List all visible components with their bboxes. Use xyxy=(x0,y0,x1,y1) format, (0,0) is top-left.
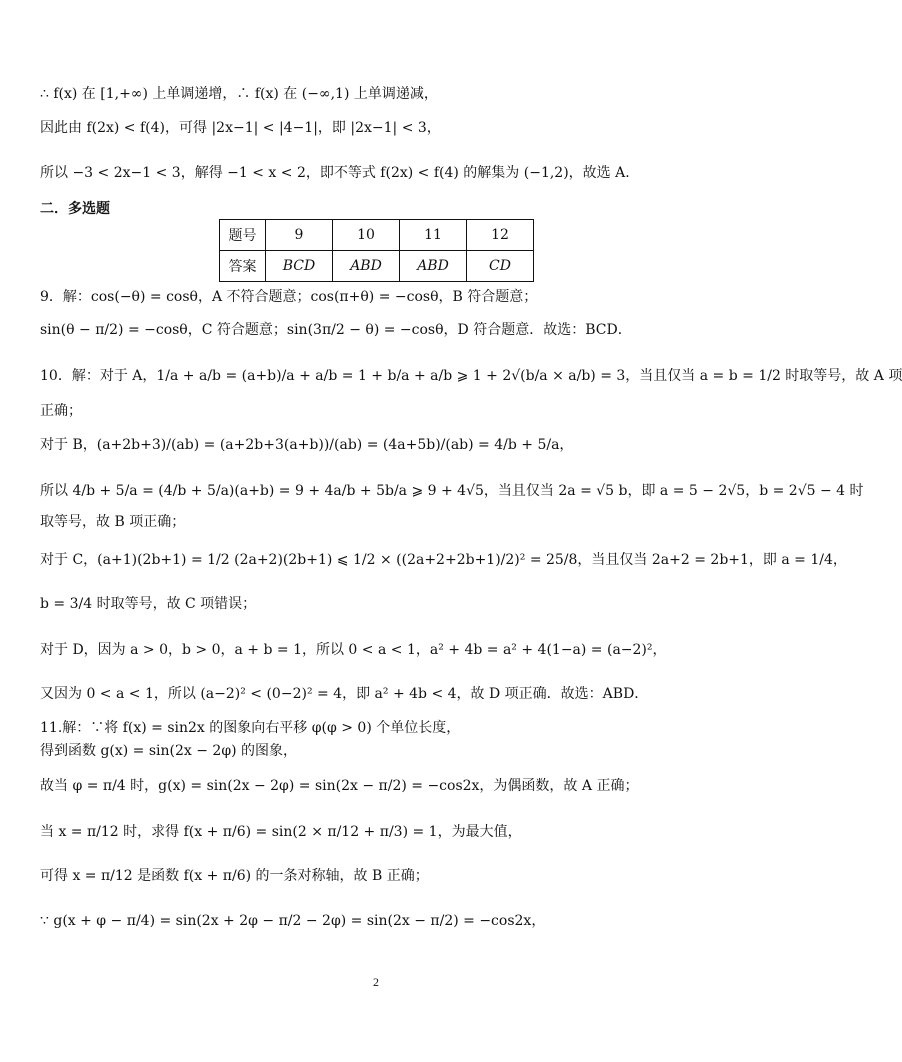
answer-table xyxy=(219,219,534,282)
text-line: 10．解：对于 A，1/a + a/b = (a+b)/a + a/b = 1 + b/a + a/b ⩾ 1 + 2√(b/a × a/b) = 3，当且仅当 a = b = 1/2 时取等号，故 A 项 xyxy=(40,368,902,384)
text-line: 当 x = π/12 时，求得 f(x + π/6) = sin(2 × π/12 + π/3) = 1，为最大值， xyxy=(40,824,522,840)
page-number: 2 xyxy=(373,975,379,989)
text-line: 又因为 0 < a < 1，所以 (a−2)² < (0−2)² = 4，即 a² + 4b < 4，故 D 项正确．故选：ABD． xyxy=(40,686,649,702)
section-heading: 二．多选题 xyxy=(40,201,110,217)
text-line: sin(θ − π/2) = −cosθ，C 符合题意；sin(3π/2 − θ) = −cosθ，D 符合题意．故选：BCD． xyxy=(40,322,632,338)
text-line: 9．解：cos(−θ) = cosθ，A 不符合题意；cos(π+θ) = −cosθ，B 符合题意； xyxy=(40,289,538,305)
text-line: 对于 B，(a+2b+3)/(ab) = (a+2b+3(a+b))/(ab) = (4a+5b)/(ab) = 4/b + 5/a， xyxy=(40,437,574,453)
text-line: 所以 4/b + 5/a = (4/b + 5/a)(a+b) = 9 + 4a/b + 5b/a ⩾ 9 + 4√5，当且仅当 2a = √5 b，即 a = 5 − 2√5，b = 2√5 − 4 时 xyxy=(40,483,864,499)
text-line: 正确； xyxy=(40,403,82,419)
table-cell: 11 xyxy=(400,220,467,251)
text-line: 对于 C，(a+1)(2b+1) = 1/2 (2a+2)(2b+1) ⩽ 1/2 × ((2a+2+2b+1)/2)² = 25/8，当且仅当 2a+2 = 2b+1，即 a = 1/4， xyxy=(40,552,847,568)
table-cell: ABD xyxy=(333,251,400,282)
text-line: ∵ g(x + φ − π/4) = sin(2x + 2φ − π/2 − 2φ) = sin(2x − π/2) = −cos2x， xyxy=(40,913,546,929)
table-header-label: 题号 xyxy=(220,220,266,251)
text-line: 取等号，故 B 项正确； xyxy=(40,514,186,530)
text-line: 得到函数 g(x) = sin(2x − 2φ) 的图象， xyxy=(40,743,298,759)
text-line: 因此由 f(2x) < f(4)，可得 |2x−1| < |4−1|，即 |2x−1| < 3， xyxy=(40,120,441,136)
table-cell: ABD xyxy=(400,251,467,282)
table-cell: 12 xyxy=(467,220,534,251)
table-answer-label: 答案 xyxy=(220,251,266,282)
table-cell: 10 xyxy=(333,220,400,251)
text-line: 所以 −3 < 2x−1 < 3，解得 −1 < x < 2，即不等式 f(2x) < f(4) 的解集为 (−1,2)，故选 A. xyxy=(40,165,630,181)
table-cell: 9 xyxy=(266,220,333,251)
table-row xyxy=(220,220,534,251)
text-line: 可得 x = π/12 是函数 f(x + π/6) 的一条对称轴，故 B 正确； xyxy=(40,868,429,884)
text-line: ∴ f(x) 在 [1,+∞) 上单调递增，∴ f(x) 在 (−∞,1) 上单调递减， xyxy=(40,86,438,102)
table-cell: BCD xyxy=(266,251,333,282)
text-line: 11.解：∵将 f(x) = sin2x 的图象向右平移 φ(φ > 0) 个单位长度， xyxy=(40,720,461,736)
text-line: 故当 φ = π/4 时，g(x) = sin(2x − 2φ) = sin(2x − π/2) = −cos2x，为偶函数，故 A 正确； xyxy=(40,778,639,794)
text-line: 对于 D，因为 a > 0，b > 0，a + b = 1，所以 0 < a < 1，a² + 4b = a² + 4(1−a) = (a−2)²， xyxy=(40,642,667,658)
text-line: b = 3/4 时取等号，故 C 项错误； xyxy=(40,596,257,612)
table-row xyxy=(220,251,534,282)
table-cell: CD xyxy=(467,251,534,282)
